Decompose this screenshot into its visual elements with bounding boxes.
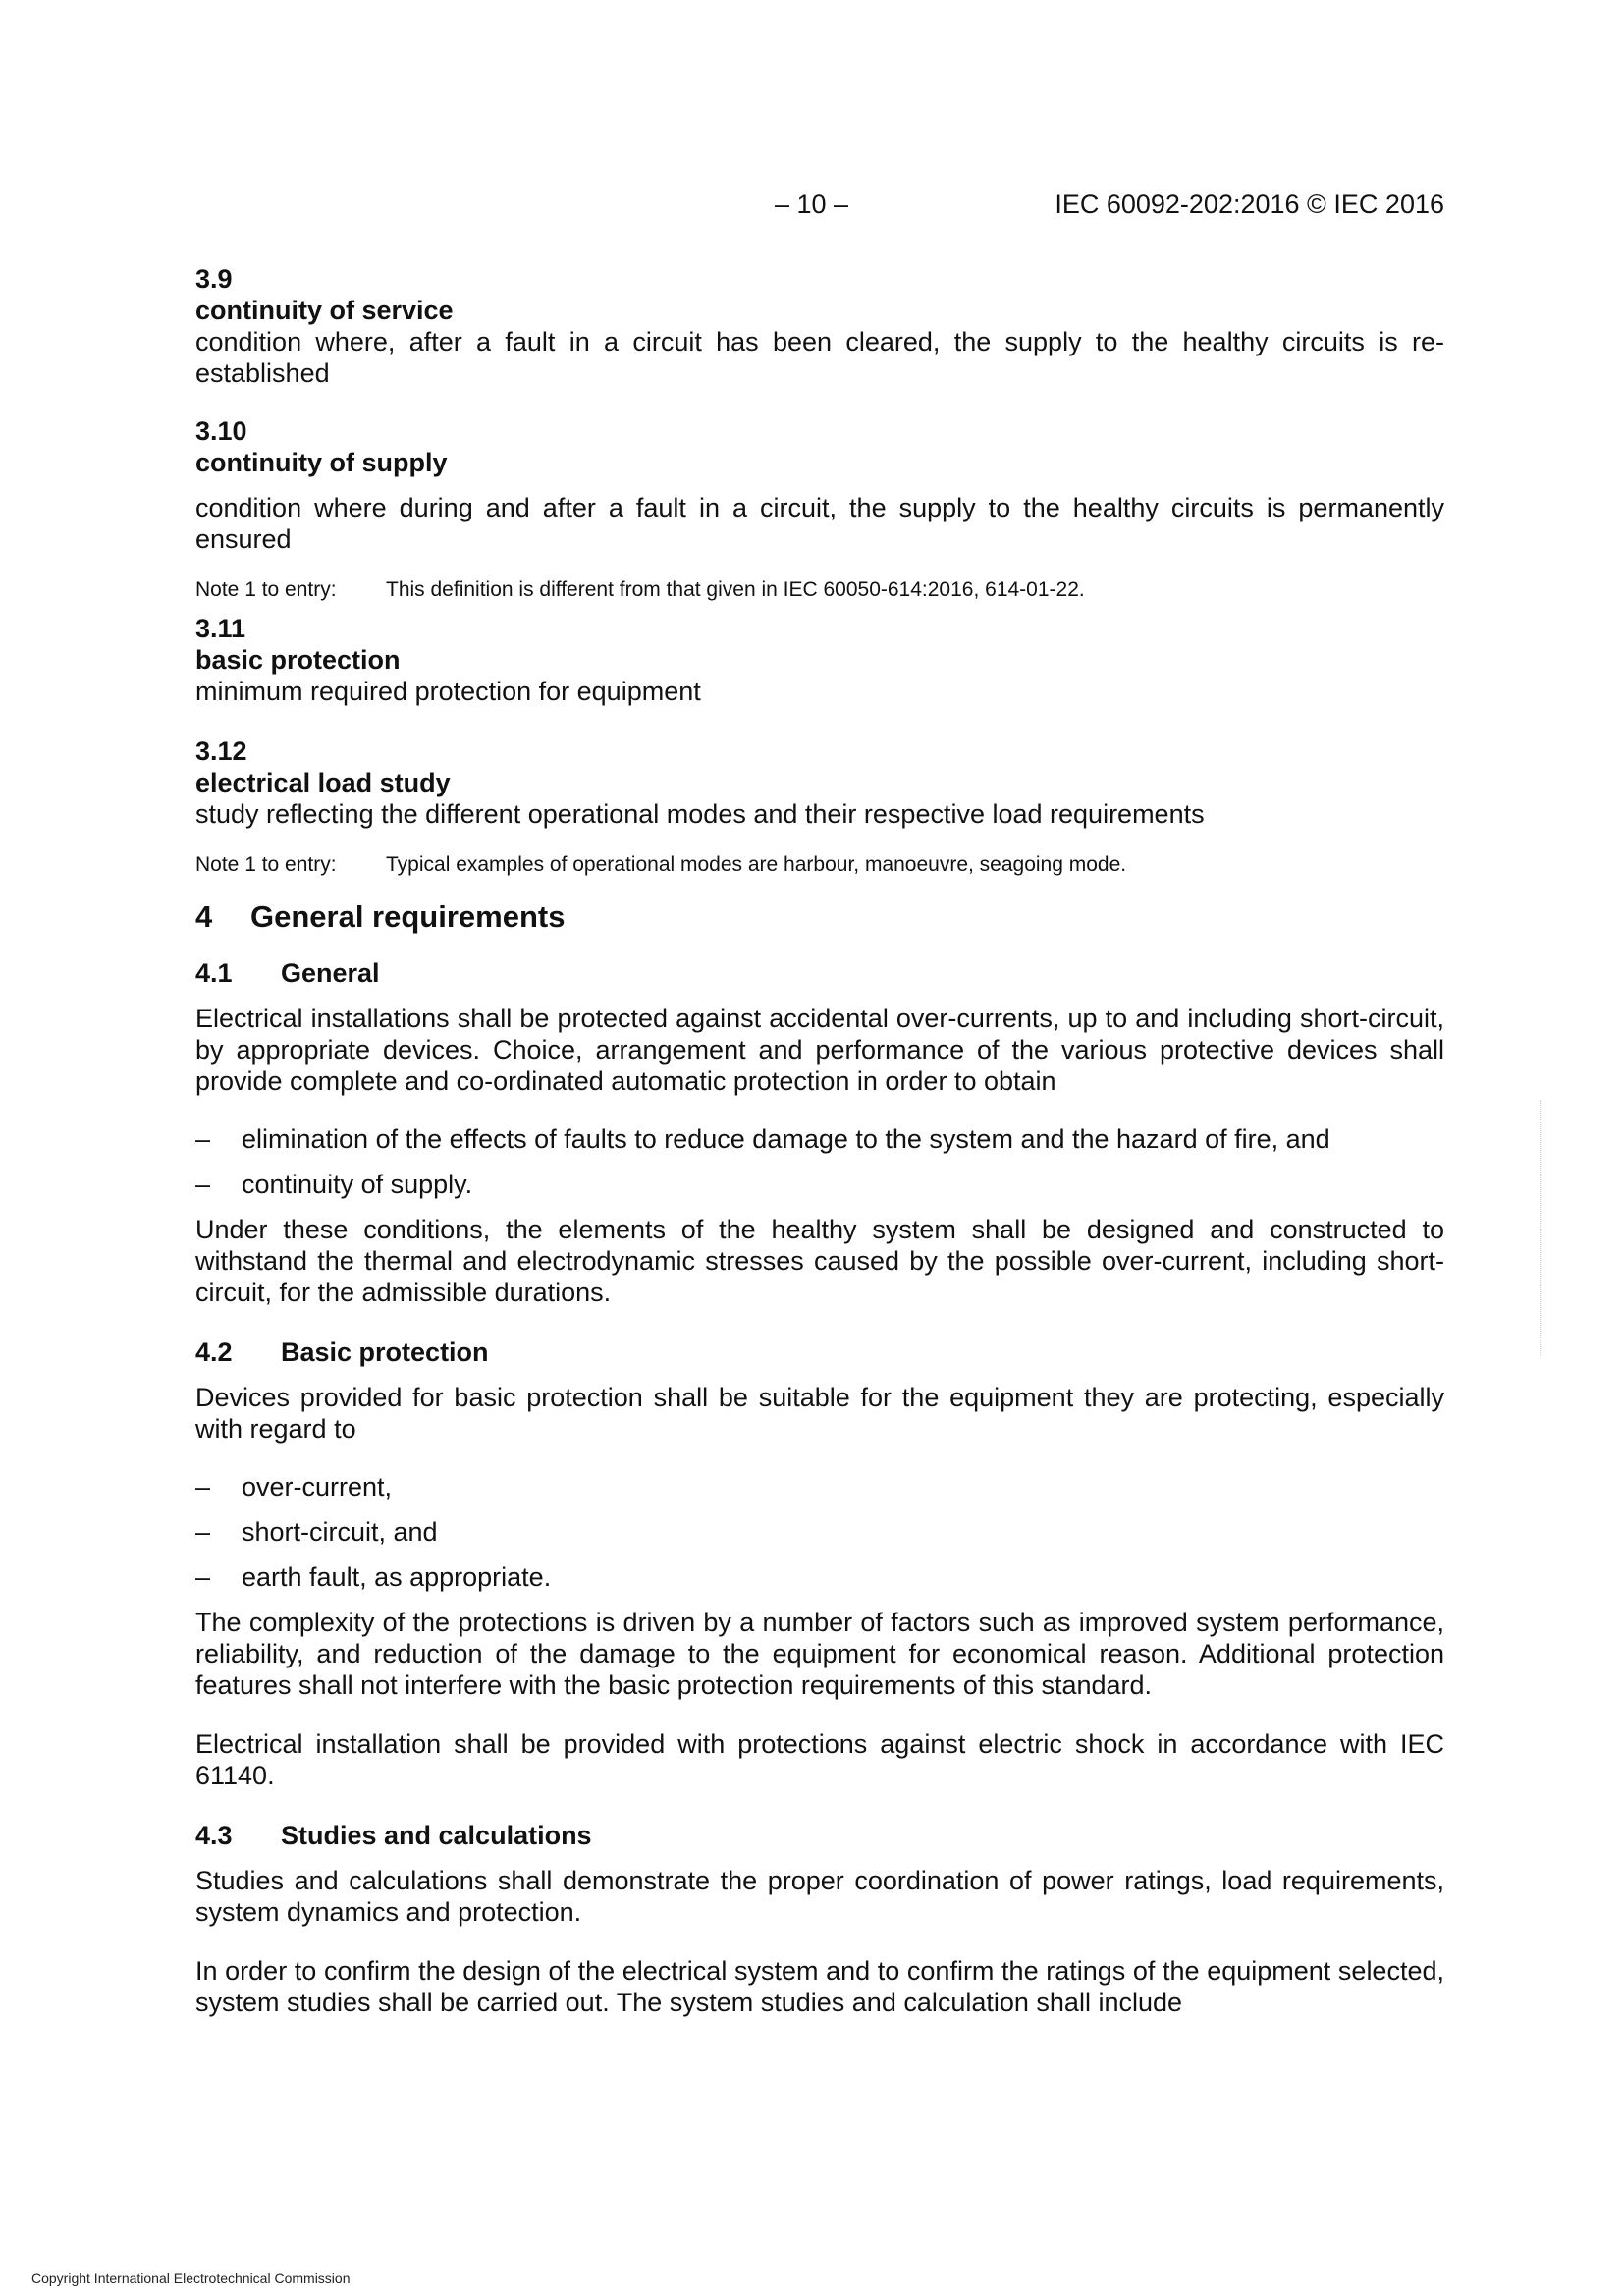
page-content — [195, 263, 1444, 2018]
term-definition: study reflecting the different operational modes and their respective load requirements — [195, 799, 1205, 829]
list-item-text: earth fault, as appropriate. — [242, 1562, 552, 1592]
page-header — [195, 190, 1444, 223]
list-item — [195, 1471, 1444, 1503]
term-definition: condition where during and after a fault in a circuit, the supply to the healthy circuits is permanently ensured — [195, 493, 1444, 554]
term-number: 3.9 — [195, 264, 233, 294]
section-title: General requirements — [250, 900, 566, 934]
subsection-title: Basic protection — [281, 1338, 489, 1367]
section-number: 4 — [195, 900, 213, 934]
list-dash: – — [195, 1517, 211, 1547]
paragraph: Devices provided for basic protection shall be suitable for the equipment they are protecting, especially with regard to — [195, 1383, 1444, 1444]
subsection-number: 4.2 — [195, 1338, 233, 1367]
document-reference: IEC 60092-202:2016 © IEC 2016 — [1055, 190, 1444, 219]
term-entry-3-12 — [195, 736, 1444, 879]
term-name: continuity of service — [195, 296, 454, 325]
paragraph: In order to confirm the design of the electrical system and to confirm the ratings of the equipment selected, system studies shall be carried out. The system studies and calculation shall include — [195, 1956, 1444, 2017]
paragraph: Studies and calculations shall demonstrate the proper coordination of power ratings, load requirements, system dynamics and protection. — [195, 1866, 1444, 1927]
list-item — [195, 1169, 1444, 1200]
list-item — [195, 1123, 1444, 1155]
subsection-number: 4.1 — [195, 958, 233, 988]
term-number: 3.10 — [195, 416, 247, 446]
list-item — [195, 1561, 1444, 1593]
list-dash: – — [195, 1472, 211, 1502]
list-item-text: elimination of the effects of faults to reduce damage to the system and the hazard of fire, and — [242, 1124, 1330, 1154]
term-number: 3.12 — [195, 737, 247, 766]
paragraph: The complexity of the protections is driven by a number of factors such as improved system performance, reliability, and reduction of the damage to the equipment for economical reason. Additional protection features shall not interfere with the basic protection requirements of this standard. — [195, 1608, 1444, 1700]
list-item-text: continuity of supply. — [242, 1170, 473, 1199]
paragraph: Electrical installation shall be provided with protections against electric shock in accordance with IEC 61140. — [195, 1729, 1444, 1790]
term-note — [195, 576, 1444, 604]
list-item-text: short-circuit, and — [242, 1517, 438, 1547]
list-item-text: over-current, — [242, 1472, 393, 1502]
term-definition: minimum required protection for equipment — [195, 677, 701, 706]
page-number: – 10 – — [775, 190, 849, 219]
copyright-footer: Copyright International Electrotechnical Commission — [31, 2270, 351, 2286]
list-dash: – — [195, 1170, 211, 1199]
term-number: 3.11 — [195, 614, 246, 643]
term-name: basic protection — [195, 645, 401, 675]
margin-marks — [1540, 1100, 1544, 1355]
note-text: This definition is different from that given in IEC 60050-614:2016, 614-01-22. — [386, 578, 1085, 601]
term-name: electrical load study — [195, 768, 451, 797]
note-label: Note 1 to entry: — [195, 853, 337, 876]
note-text: Typical examples of operational modes are harbour, manoeuvre, seagoing mode. — [386, 853, 1127, 876]
list-dash: – — [195, 1124, 211, 1154]
term-entry-3-11 — [195, 613, 1444, 707]
subsection-heading-4-2 — [195, 1337, 1444, 1368]
term-entry-3-9 — [195, 263, 1444, 389]
list-dash: – — [195, 1562, 211, 1592]
subsection-title: General — [281, 958, 380, 988]
subsection-heading-4-3 — [195, 1820, 1444, 1851]
term-name: continuity of supply — [195, 448, 448, 477]
term-entry-3-10 — [195, 415, 1444, 604]
paragraph: Under these conditions, the elements of the healthy system shall be designed and constructed to withstand the thermal and electrodynamic stresses caused by the possible over-current, including short-circuit, for the admissible durations. — [195, 1215, 1444, 1307]
note-label: Note 1 to entry: — [195, 578, 337, 601]
subsection-heading-4-1 — [195, 957, 1444, 989]
paragraph: Electrical installations shall be protected against accidental over-currents, up to and including short-circuit, by appropriate devices. Choice, arrangement and performance of the various protective devices shall provide complete and co-ordinated automatic protection in order to obtain — [195, 1004, 1444, 1096]
term-note — [195, 851, 1444, 879]
section-heading-4 — [195, 899, 1444, 936]
subsection-title: Studies and calculations — [281, 1821, 592, 1850]
list-item — [195, 1516, 1444, 1548]
term-definition: condition where, after a fault in a circuit has been cleared, the supply to the healthy circuits is re-established — [195, 327, 1444, 388]
subsection-number: 4.3 — [195, 1821, 233, 1850]
